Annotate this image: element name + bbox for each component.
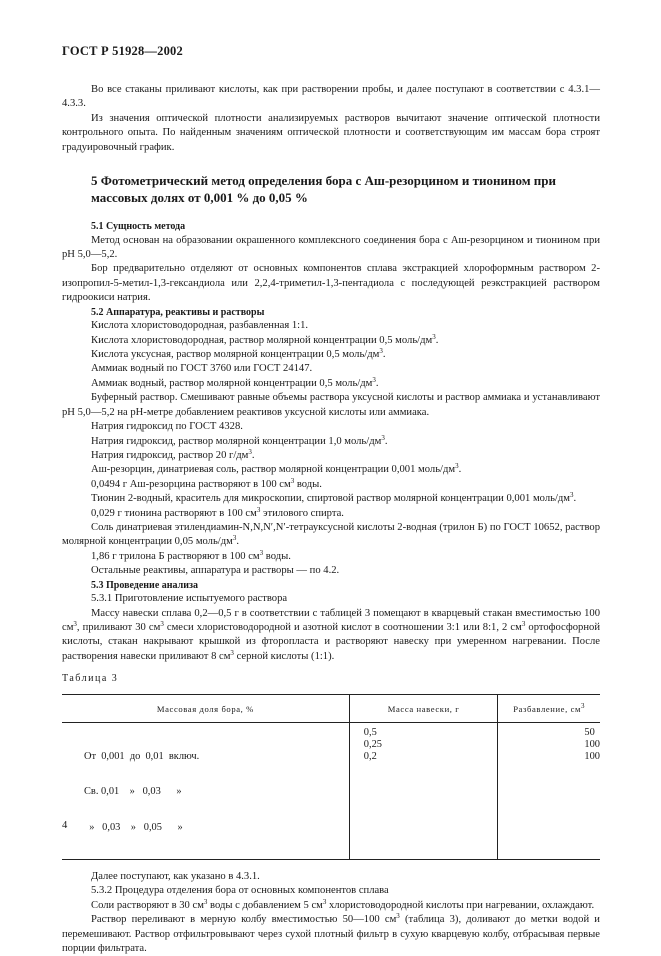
subsection-5-1-heading: 5.1 Сущность метода — [91, 221, 186, 233]
table-row — [62, 723, 600, 860]
paragraph-5-3-2-salts: Соли растворяют в 30 $см^3$ воды с добавлением 5 $см^3$ хлористоводородной кислоты при нагревании, охлаждают. — [91, 897, 595, 911]
reagent-line: Аммиак водный, раствор молярной концентрации 0,5 моль/$дм^3$. — [91, 375, 379, 389]
table-3 — [62, 694, 600, 860]
reagent-line: Аммиак водный по ГОСТ 3760 или ГОСТ 24147. — [91, 363, 313, 375]
paragraph-5-3-1-title: 5.3.1 Приготовление испытуемого раствора — [91, 593, 288, 605]
reagent-line: Натрия гидроксид, раствор 20 $г/дм^3$. — [91, 447, 255, 461]
subsection-5-3-heading: 5.3 Проведение анализа — [91, 579, 198, 591]
reagent-line: Кислота уксусная, раствор молярной концентрации 0,5 моль/$дм^3$. — [91, 347, 386, 361]
reagent-line: 0,029 г тионина растворяют в 100 $см^3$ этилового спирта. — [91, 505, 344, 519]
table-cell: 0,5 0,25 0,2 — [349, 723, 498, 860]
paragraph-5-1-method: Метод основан на образовании окрашенного комплексного соединения бора с Аш-резорцином и тионином при рН 5,0—5,2. — [62, 234, 600, 261]
intro-paragraph-2: Из значения оптической плотности анализируемых растворов вычитают значение оптической плотности контрольного опыта. По найденным значениям оптической плотности и соответствующим им массам бора строят градуировочный график. — [62, 112, 600, 153]
page-number: 4 — [62, 820, 68, 831]
document-page — [62, 44, 600, 956]
reagent-line: Остальные реактивы, аппаратура и растворы — по 4.2. — [91, 565, 340, 577]
reagent-line: 0,0494 г Аш-резорцина растворяют в 100 $см^3$ воды. — [91, 476, 322, 490]
paragraph-5-3-1-body: Массу навески сплава 0,2—0,5 г в соответствии с таблицей 3 помещают в кварцевый стакан вместимостью 100 $см^3$, приливают 30 $см^3$ смеси хлористоводородной и азотной кислот в соотношении 3:1 или 8:1, 2 $см^3$ ортофосфорной кислоты, стакан накрывают крышкой из фторопласта и растворяют навеску при умеренном нагревании. После растворения навески приливают 8 $см^3$ серной кислоты (1:1). — [62, 607, 600, 662]
reagent-line: Аш-резорцин, динатриевая соль, раствор молярной концентрации 0,001 моль/$дм^3$. — [91, 462, 462, 476]
table-header-dilution: Разбавление, $см^3$ — [498, 695, 600, 723]
reagent-line: Натрия гидроксид по ГОСТ 4328. — [91, 421, 243, 433]
table-cell: 50 100 100 — [498, 723, 600, 860]
paragraph-after-table: Далее поступают, как указано в 4.3.1. — [91, 870, 260, 882]
paragraph-5-3-2-title: 5.3.2 Процедура отделения бора от основных компонентов сплава — [91, 885, 389, 897]
paragraph-5-3-2-flask: Раствор переливают в мерную колбу вместимостью 50—100 $см^3$ (таблица 3), доливают до метки водой и перемешивают. Раствор отфильтровывают через сухой плотный фильтр в сухую кварцевую колбу, отбрасывая первые порции фильтрата. — [62, 912, 600, 954]
table-header-row — [62, 695, 600, 723]
reagent-line: 1,86 г трилона Б растворяют в 100 $см^3$ воды. — [91, 548, 291, 562]
reagent-line: Кислота хлористоводородная, разбавленная 1:1. — [91, 320, 309, 332]
document-header: ГОСТ Р 51928—2002 — [62, 44, 183, 58]
paragraph-5-1-separation: Бор предварительно отделяют от основных компонентов сплава экстракцией хлороформным раствором 2-изопропил-5-метил-1,3-гександиола или 2,2,4-триметил-1,3-пентадиола с последующей реэкстракцией раствором гидроокиси натрия. — [62, 263, 600, 304]
reagent-line: Кислота хлористоводородная, раствор молярной концентрации 0,5 моль/$дм^3$. — [91, 332, 439, 346]
reagent-line: Буферный раствор. Смешивают равные объемы раствора уксусной кислоты и раствор аммиака и устанавливают рН 5,0—5,2 на рН-метре добавлением реактивов уксусной кислоты или аммиака. — [62, 392, 600, 418]
reagent-line: Натрия гидроксид, раствор молярной концентрации 1,0 моль/$дм^3$. — [91, 433, 388, 447]
intro-paragraph-1: Во все стаканы приливают кислоты, как при растворении пробы, и далее поступают в соответствии с 4.3.1—4.3.3. — [62, 84, 600, 110]
reagent-line: Соль динатриевая этилендиамин-N,N,N′,N′-тетрауксусной кислоты 2-водная (трилон Б) по ГОСТ 10652, раствор молярной концентрации 0,05 моль/$дм^3$. — [62, 521, 600, 548]
table-caption: Таблица 3 — [62, 673, 119, 685]
table-header-boron-fraction: Массовая доля бора, % — [62, 695, 349, 723]
table-header-sample-mass: Масса навески, г — [349, 695, 498, 723]
table-cell: От 0,001 до 0,01 включ. Св. 0,01 » 0,03 » » 0,03 » 0,05 » — [62, 723, 349, 860]
section-5-heading: 5 Фотометрический метод определения бора с Аш-резорцином и тионином при массовых долях от 0,001 % до 0,05 % — [91, 173, 557, 205]
subsection-5-2-heading: 5.2 Аппаратура, реактивы и растворы — [91, 306, 265, 318]
reagent-line: Тионин 2-водный, краситель для микроскопии, спиртовой раствор молярной концентрации 0,001 моль/$дм^3$. — [91, 491, 577, 505]
